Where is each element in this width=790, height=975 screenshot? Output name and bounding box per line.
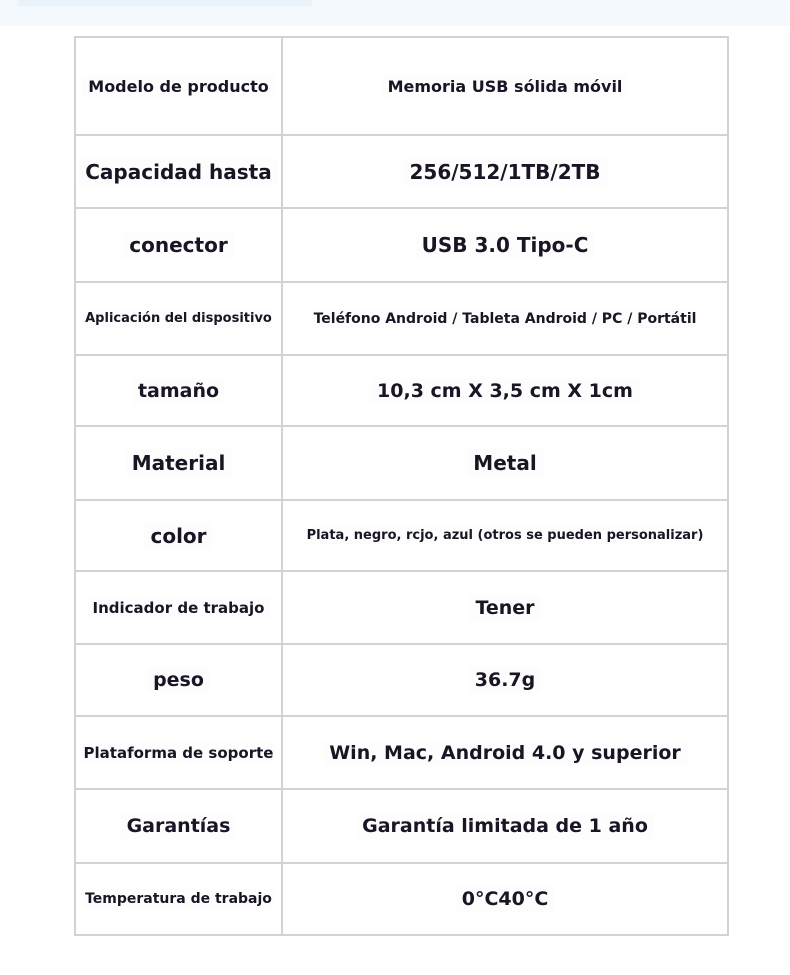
spec-value: [282, 37, 728, 135]
spec-value-text: USB 3.0 Tipo-C: [416, 231, 595, 259]
spec-value: [282, 644, 728, 716]
spec-value: [282, 863, 728, 935]
top-band: [0, 0, 790, 26]
spec-value-text: Metal: [467, 449, 542, 477]
spec-value-text: 0°C40°C: [456, 886, 555, 912]
spec-label-text: conector: [123, 231, 233, 259]
spec-label: [75, 37, 282, 135]
spec-label-text: Aplicación del dispositivo: [85, 311, 272, 326]
spec-label-text: Capacidad hasta: [79, 158, 277, 186]
table-row: [75, 571, 728, 644]
table-row: [75, 208, 728, 282]
spec-value-text: Teléfono Android / Tableta Android / PC / Portátil: [313, 310, 697, 327]
spec-label: [75, 863, 282, 935]
spec-value-text: 10,3 cm X 3,5 cm X 1cm: [371, 378, 639, 404]
spec-value-text: 256/512/1TB/2TB: [403, 158, 606, 186]
spec-value-text: 36.7g: [469, 667, 541, 693]
spec-label-text: peso: [147, 667, 210, 693]
spec-label: [75, 282, 282, 355]
table-row: [75, 135, 728, 208]
spec-value-text: Plata, negro, rcjo, azul (otros se pueden personalizar): [306, 528, 704, 543]
spec-value-text: Tener: [469, 595, 540, 621]
spec-value: [282, 426, 728, 500]
table-row: [75, 37, 728, 135]
spec-label-text: Modelo de producto: [82, 75, 274, 98]
spec-label-text: Garantías: [121, 813, 237, 839]
spec-value-text: Memoria USB sólida móvil: [382, 75, 629, 98]
spec-label-text: tamaño: [132, 378, 225, 404]
table-row: [75, 500, 728, 571]
spec-value-text: Win, Mac, Android 4.0 y superior: [323, 740, 687, 766]
spec-label-text: color: [144, 522, 212, 550]
spec-label-text: Material: [126, 449, 232, 477]
spec-value: [282, 135, 728, 208]
spec-label: [75, 135, 282, 208]
spec-table: [74, 36, 729, 936]
table-row: [75, 863, 728, 935]
table-row: [75, 716, 728, 789]
spec-label: [75, 355, 282, 426]
spec-label: [75, 500, 282, 571]
top-band-shade: [18, 0, 312, 6]
spec-value-text: Garantía limitada de 1 año: [356, 813, 654, 839]
table-row: [75, 282, 728, 355]
spec-label: [75, 571, 282, 644]
spec-value: [282, 208, 728, 282]
spec-value: [282, 282, 728, 355]
spec-value: [282, 500, 728, 571]
spec-label: [75, 426, 282, 500]
spec-label: [75, 208, 282, 282]
spec-value: [282, 789, 728, 863]
spec-label-text: Indicador de trabajo: [87, 597, 271, 619]
spec-value: [282, 571, 728, 644]
spec-value: [282, 716, 728, 789]
table-row: [75, 426, 728, 500]
spec-value: [282, 355, 728, 426]
table-row: [75, 355, 728, 426]
spec-label-text: Temperatura de trabajo: [85, 891, 272, 907]
spec-label: [75, 789, 282, 863]
spec-label: [75, 644, 282, 716]
spec-label: [75, 716, 282, 789]
spec-label-text: Plataforma de soporte: [83, 743, 274, 762]
table-row: [75, 644, 728, 716]
table-row: [75, 789, 728, 863]
